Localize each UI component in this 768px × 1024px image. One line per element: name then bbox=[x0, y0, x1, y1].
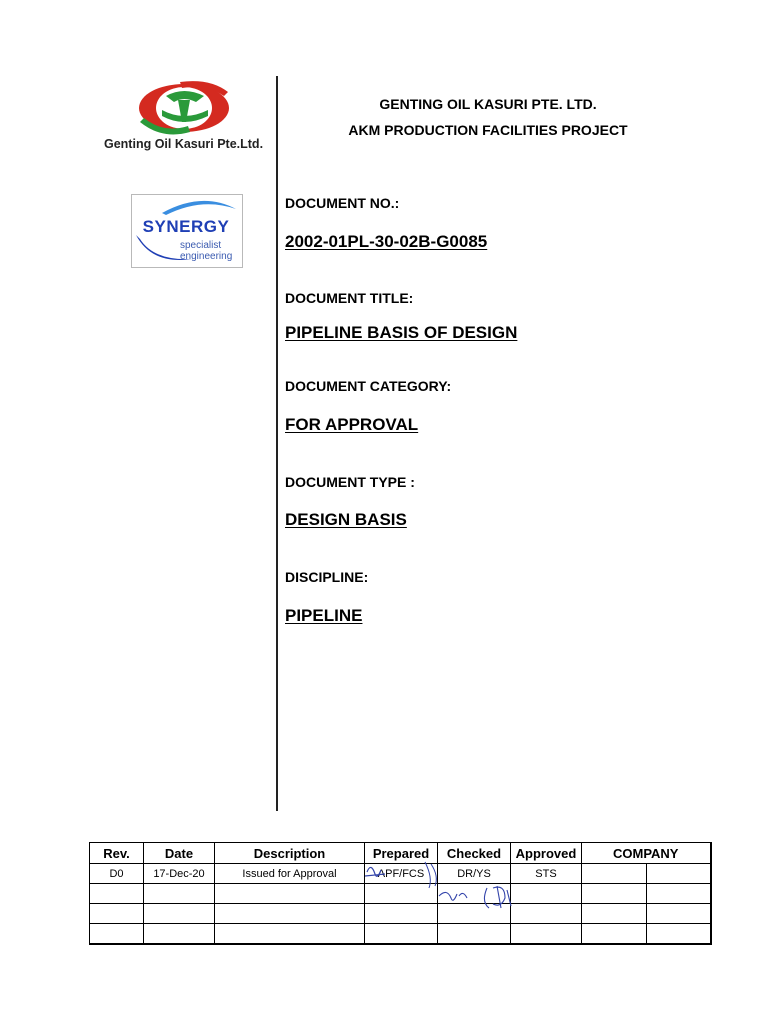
cell bbox=[438, 924, 511, 945]
header-prepared: Prepared bbox=[365, 843, 438, 864]
cell bbox=[215, 904, 365, 924]
handwritten-signatures bbox=[355, 858, 535, 918]
cell bbox=[90, 884, 144, 904]
cell bbox=[647, 864, 711, 884]
cell bbox=[647, 884, 711, 904]
cell bbox=[365, 924, 438, 945]
cell bbox=[144, 884, 215, 904]
synergy-tagline-2: engineering bbox=[180, 251, 233, 262]
table-row bbox=[90, 924, 711, 945]
cell bbox=[215, 924, 365, 945]
document-type-value: DESIGN BASIS bbox=[285, 510, 407, 529]
cell: 17-Dec-20 bbox=[144, 864, 215, 884]
document-title-value: PIPELINE BASIS OF DESIGN bbox=[285, 323, 518, 342]
cell: DR/YS bbox=[438, 864, 511, 884]
genting-company-name: Genting Oil Kasuri Pte.Ltd. bbox=[104, 137, 264, 151]
cell bbox=[647, 904, 711, 924]
header-date: Date bbox=[144, 843, 215, 864]
document-category-label: DOCUMENT CATEGORY: bbox=[285, 378, 452, 394]
cell: APF/FCS bbox=[365, 864, 438, 884]
company-name: GENTING OIL KASURI PTE. LTD. bbox=[379, 96, 597, 112]
cell bbox=[582, 924, 647, 945]
cell bbox=[144, 924, 215, 945]
document-number-label: DOCUMENT NO.: bbox=[285, 195, 400, 211]
synergy-logo bbox=[131, 194, 243, 268]
discipline-value: PIPELINE bbox=[285, 606, 363, 625]
cell bbox=[647, 924, 711, 945]
synergy-tagline-1: specialist bbox=[180, 240, 222, 251]
synergy-wordmark: SYNERGY bbox=[142, 217, 230, 236]
document-title-label: DOCUMENT TITLE: bbox=[285, 290, 414, 306]
cell bbox=[511, 924, 582, 945]
cell: D0 bbox=[90, 864, 144, 884]
header-description: Description bbox=[215, 843, 365, 864]
header-rev: Rev. bbox=[90, 843, 144, 864]
cell: STS bbox=[511, 864, 582, 884]
cell bbox=[90, 904, 144, 924]
cell bbox=[90, 924, 144, 945]
project-name: AKM PRODUCTION FACILITIES PROJECT bbox=[348, 122, 628, 138]
cell bbox=[582, 864, 647, 884]
cell bbox=[582, 904, 647, 924]
cell bbox=[144, 904, 215, 924]
cell bbox=[215, 884, 365, 904]
document-category-value: FOR APPROVAL bbox=[285, 415, 419, 434]
cell: Issued for Approval bbox=[215, 864, 365, 884]
header-company: COMPANY bbox=[582, 843, 711, 864]
discipline-label: DISCIPLINE: bbox=[285, 569, 369, 585]
document-number-value: 2002-01PL-30-02B-G0085 bbox=[285, 232, 488, 251]
vertical-divider bbox=[276, 76, 278, 811]
header-checked: Checked bbox=[438, 843, 511, 864]
cell bbox=[582, 884, 647, 904]
header-approved: Approved bbox=[511, 843, 582, 864]
document-type-label: DOCUMENT TYPE : bbox=[285, 474, 415, 490]
